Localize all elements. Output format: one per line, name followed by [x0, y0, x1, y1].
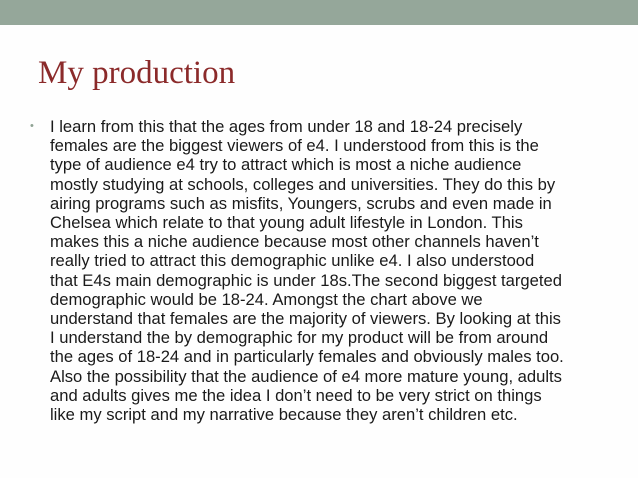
slide-top-bar — [0, 0, 638, 25]
body-line: type of audience e4 try to attract which is most a niche audience — [50, 155, 522, 175]
slide-title: My production — [38, 55, 236, 91]
body-line: I learn from this that the ages from under 18 and 18-24 precisely — [50, 117, 523, 136]
body-line: mostly studying at schools, colleges and universities. They do this by — [50, 174, 556, 194]
body-line: Also the possibility that the audience of e4 more mature young, adults — [50, 366, 562, 386]
body-line: the ages of 18-24 and in particularly females and obviously males too. — [50, 347, 564, 367]
body-line: understand that females are the majority of viewers. By looking at this — [50, 309, 561, 329]
body-line: and adults gives me the idea I don’t need to be very strict on things — [50, 385, 542, 405]
bullet-list — [30, 117, 610, 424]
body-line: like my script and my narrative because they aren’t children etc. — [50, 405, 518, 425]
body-line: demographic would be 18-24. Amongst the chart above we — [50, 289, 483, 309]
body-line: females are the biggest viewers of e4. I understood from this is the — [50, 136, 539, 156]
bullet-icon: • — [30, 120, 34, 132]
body-line: airing programs such as misfits, Youngers, scrubs and even made in — [50, 193, 552, 213]
body-line: that E4s main demographic is under 18s.The second biggest targeted — [50, 270, 562, 290]
body-line: Chelsea which relate to that young adult lifestyle in London. This — [50, 213, 523, 233]
body-line: makes this a niche audience because most other channels haven’t — [50, 232, 539, 252]
bullet-item — [30, 117, 610, 424]
body-line: really tried to attract this demographic unlike e4. I also understood — [50, 251, 535, 271]
body-line: I understand the by demographic for my product will be from around — [50, 328, 549, 348]
